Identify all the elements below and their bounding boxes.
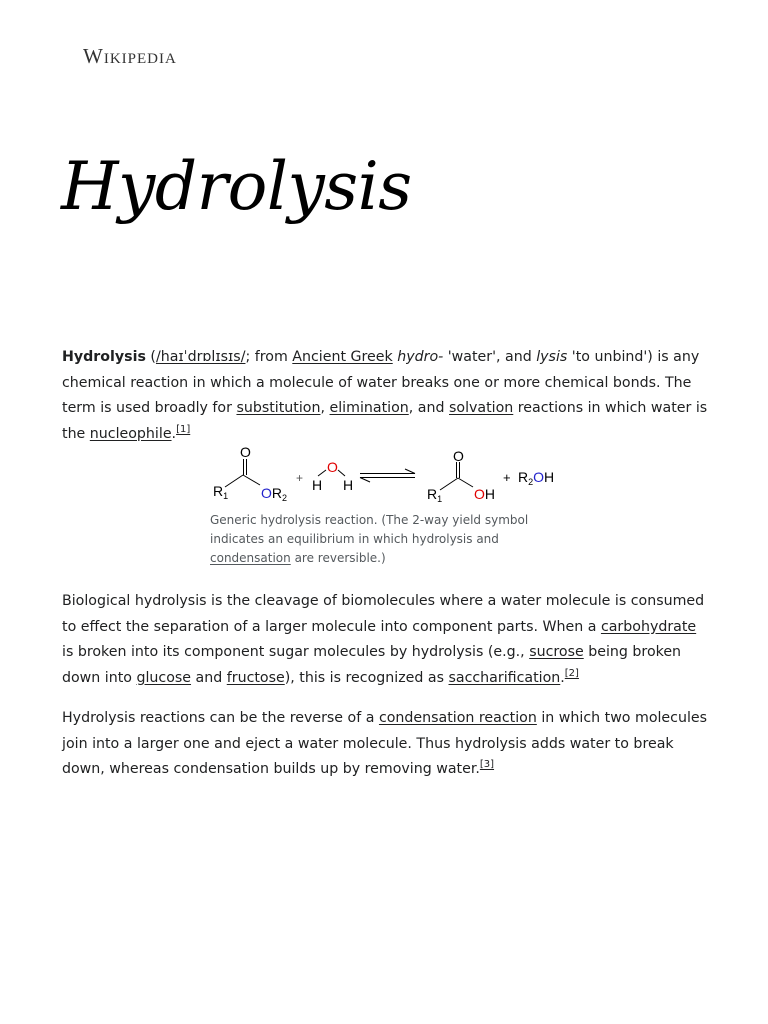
ipa-pronunciation-link[interactable]: /haɪˈdrɒlɪsɪs/ [155, 349, 246, 365]
carboxylic-acid-structure [427, 448, 495, 504]
ester-carbonyl-oxygen: O [240, 444, 251, 460]
ester-oxygen: O [261, 485, 272, 501]
alcohol-oxygen: O [533, 469, 545, 485]
water-structure [312, 459, 353, 493]
ester-r2-subscript: 2 [282, 493, 288, 503]
svg-text:OR2 [261, 485, 287, 503]
condensation-reaction-link[interactable]: condensation reaction [378, 710, 537, 726]
text: , and [408, 400, 449, 416]
elimination-link[interactable]: elimination [329, 400, 409, 416]
nucleophile-link[interactable]: nucleophile [89, 425, 172, 442]
intro-bold-term: Hydrolysis [62, 349, 146, 365]
water-hydrogen: H [343, 477, 354, 493]
alcohol-r2: R [518, 469, 529, 485]
sucrose-link[interactable]: sucrose [529, 644, 584, 660]
alcohol-r2-subscript: 2 [528, 477, 534, 487]
svg-text:OH [474, 486, 495, 502]
text: . [560, 669, 565, 686]
reverse-paragraph [62, 706, 710, 783]
glucose-link[interactable]: glucose [136, 669, 192, 686]
carbohydrate-link[interactable]: carbohydrate [600, 618, 697, 635]
ester-structure [213, 444, 287, 503]
water-oxygen: O [327, 459, 338, 475]
ester-r1-subscript: 1 [223, 491, 229, 501]
text: being broken down into [62, 644, 682, 686]
text: 'to unbind') is any chemical reaction in which a molecule of water breaks one or more chemical bonds. The term is used broadly for [62, 349, 700, 416]
text: Hydrolysis reactions can be the reverse of a [62, 710, 379, 726]
biological-paragraph [62, 589, 710, 691]
ancient-greek-link[interactable]: Ancient Greek [292, 349, 393, 365]
alcohol-hydrogen: H [544, 469, 555, 485]
text: , [320, 400, 330, 416]
text: and [191, 669, 227, 686]
acid-r1: R [427, 486, 438, 502]
reverse-section [62, 706, 710, 783]
text: ; from [245, 349, 293, 365]
saccharification-link[interactable]: saccharification [448, 669, 561, 686]
text: . [171, 425, 177, 442]
plus-sign: + [296, 471, 304, 485]
reference-1-link[interactable]: [1] [176, 423, 191, 435]
etymology-lysis: lysis [536, 349, 568, 365]
acid-r1-subscript: 1 [437, 494, 443, 504]
figure-caption [210, 511, 555, 568]
alcohol-structure [518, 469, 554, 487]
ester-r1: R [213, 483, 224, 499]
text: Generic hydrolysis reaction. (The 2-way yield symbol indicates an equilibrium in which hydrolysis and [210, 513, 529, 546]
reference-2-link[interactable]: [2] [564, 667, 579, 679]
text: ( [145, 349, 156, 365]
solvation-link[interactable]: solvation [449, 400, 514, 416]
text: Biological hydrolysis is the cleavage of biomolecules where a water molecule is consumed to effect the separation of a larger molecule into component parts. When a [62, 593, 705, 635]
reference-3-link[interactable]: [3] [479, 759, 495, 770]
acid-hydroxyl-oxygen: O [474, 486, 485, 502]
biological-section [62, 589, 710, 691]
hydrolysis-reaction-figure[interactable] [205, 440, 565, 508]
text: 'water', and [443, 349, 537, 365]
substitution-link[interactable]: substitution [236, 400, 321, 416]
svg-text:R1 [427, 486, 442, 504]
text: ), this is recognized as [284, 669, 449, 686]
condensation-link[interactable]: condensation [210, 551, 291, 565]
acid-hydroxyl-hydrogen: H [484, 486, 496, 502]
etymology-hydro: hydro- [397, 349, 444, 365]
svg-text:R1 [213, 483, 228, 501]
equilibrium-arrow-icon [360, 469, 415, 482]
intro-paragraph [62, 345, 710, 447]
text: in which two molecules join into a larger one and eject a water molecule. Thus hydrolysis adds water to break down, whereas condensation builds up by removing water. [62, 710, 708, 777]
text: are reversible.) [290, 551, 386, 565]
wikipedia-wordmark[interactable]: Wikipedia [83, 44, 177, 68]
acid-carbonyl-oxygen: O [453, 448, 464, 464]
plus-sign: + [503, 470, 511, 485]
text: reactions in which water is the [62, 400, 708, 442]
fructose-link[interactable]: fructose [226, 669, 285, 686]
ester-r2: R [271, 485, 283, 501]
water-hydrogen: H [312, 477, 323, 493]
page-title: Hydrolysis [61, 148, 412, 225]
intro-section [62, 345, 710, 447]
text: is broken into its component sugar molecules by hydrolysis (e.g., [62, 644, 530, 660]
